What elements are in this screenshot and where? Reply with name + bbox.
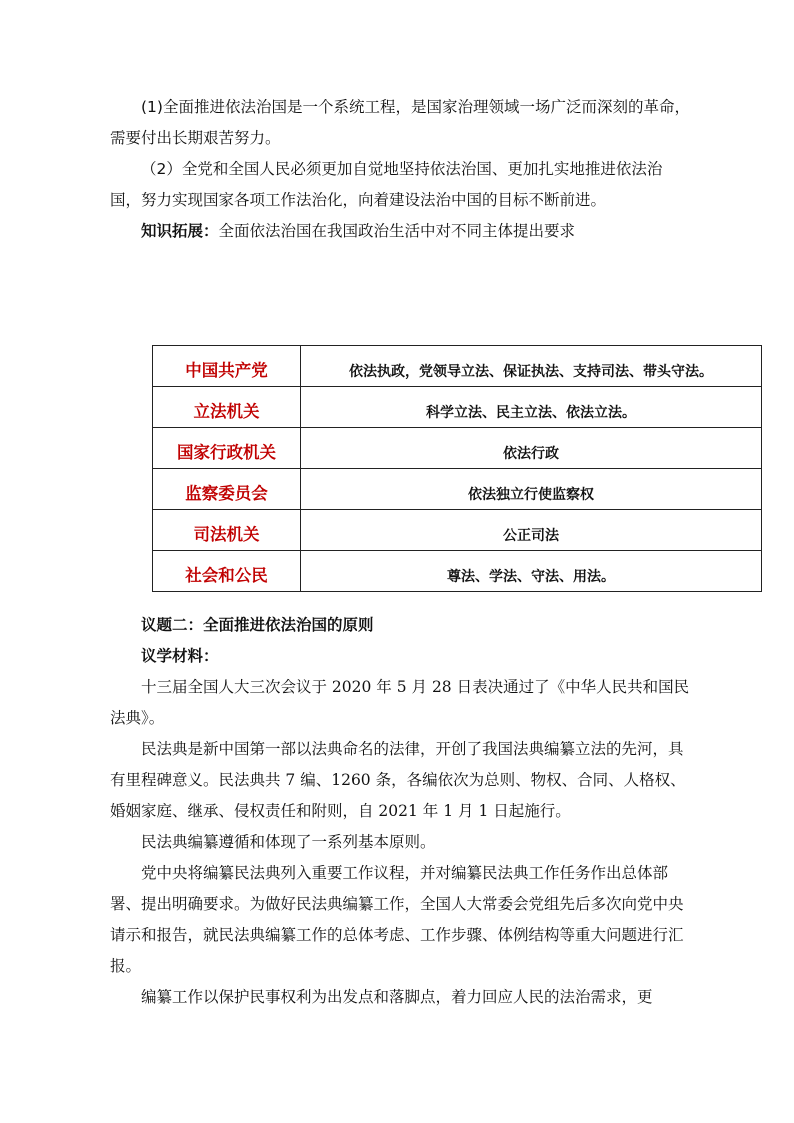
requirement-cell: 依法行政 — [301, 428, 762, 469]
materials-label: 议学材料： — [141, 647, 219, 665]
subject-cell: 国家行政机关 — [153, 428, 301, 469]
material-paragraph-5: 编纂工作以保护民事权利为出发点和落脚点，着力回应人民的法治需求，更 — [141, 988, 653, 1006]
material-paragraph-1: 十三届全国人大三次会议于 2020 年 5 月 28 日表决通过了《中华人民共和国民法典》。 — [110, 678, 690, 727]
table-row — [153, 387, 762, 428]
requirement-cell: 依法独立行使监察权 — [301, 469, 762, 510]
table-row — [153, 346, 762, 387]
table-row — [153, 510, 762, 551]
intro-paragraph-1: (1)全面推进依法治国是一个系统工程，是国家治理领域一场广泛而深刻的革命，需要付出长期艰苦努力。 — [110, 98, 690, 147]
table-row — [153, 551, 762, 592]
material-paragraph-4: 党中央将编纂民法典列入重要工作议程，并对编纂民法典工作任务作出总体部署、提出明确要求。为做好民法典编纂工作，全国人大常委会党组先后多次向党中央请示和报告，就民法典编纂工作的总体考虑、工作步骤、体例结构等重大问题进行汇报。 — [110, 864, 684, 975]
intro-paragraph-2: （2）全党和全国人民必须更加自觉地坚持依法治国、更加扎实地推进依法治国，努力实现国家各项工作法治化，向着建设法治中国的目标不断前进。 — [110, 160, 663, 209]
material-paragraph-2: 民法典是新中国第一部以法典命名的法律，开创了我国法典编纂立法的先河，具有里程碑意义。民法典共 7 编、1260 条，各编依次为总则、物权、合同、人格权、婚姻家庭、继承、侵权责任和附则，自 2021 年 1 月 1 日起施行。 — [110, 740, 686, 820]
topic2-heading: 议题二：全面推进依法治国的原则 — [141, 616, 374, 634]
subject-cell: 社会和公民 — [153, 551, 301, 592]
knowledge-text: 全面依法治国在我国政治生活中对不同主体提出要求 — [218, 222, 576, 240]
subject-cell: 立法机关 — [153, 387, 301, 428]
requirement-cell: 尊法、学法、守法、用法。 — [301, 551, 762, 592]
subjects-requirements-table — [152, 345, 762, 592]
requirement-cell: 依法执政，党领导立法、保证执法、支持司法、带头守法。 — [301, 346, 762, 387]
table-row — [153, 428, 762, 469]
requirement-cell: 科学立法、民主立法、依法立法。 — [301, 387, 762, 428]
table-row — [153, 469, 762, 510]
material-paragraph-3: 民法典编纂遵循和体现了一系列基本原则。 — [141, 833, 436, 851]
knowledge-label: 知识拓展： — [141, 222, 219, 240]
subject-cell: 监察委员会 — [153, 469, 301, 510]
knowledge-expansion — [110, 216, 690, 247]
subject-cell: 司法机关 — [153, 510, 301, 551]
subject-cell: 中国共产党 — [153, 346, 301, 387]
requirement-cell: 公正司法 — [301, 510, 762, 551]
